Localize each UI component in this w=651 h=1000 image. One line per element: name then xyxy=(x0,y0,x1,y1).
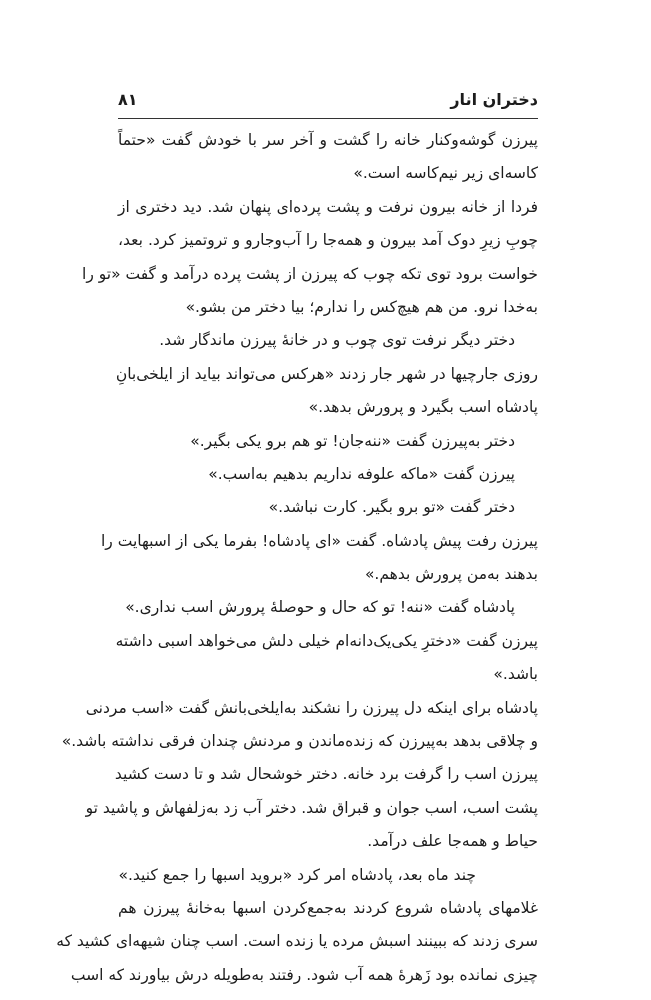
text-line: غلامهای پادشاه شروع کردند به‌جمع‌کردن اسبها به‌خانهٔ پیرزن هم xyxy=(118,898,538,917)
text-line: پیرزن گوشه‌وکنار خانه را گشت و آخر سر با خودش گفت «حتماً xyxy=(118,131,538,149)
text-line: روزی جارچیها در شهر جار زدند «هرکس می‌تواند بیاید از ایلخی‌بانِ xyxy=(115,364,538,383)
text-line: سری زدند که ببینند اسبش مرده یا زنده است. اسب چنان شیهه‌ای کشید که xyxy=(56,932,538,951)
text-line: چیزی نمانده بود زَهرهٔ همه آب شود. رفتند به‌طویله درش بیاورند که اسب xyxy=(70,965,538,984)
text-line: باشد.» xyxy=(493,665,538,684)
text-line: پادشاه برای اینکه دل پیرزن را نشکند به‌ایلخی‌بانش گفت «اسب مردنی xyxy=(85,698,538,717)
text-line: حیاط و همه‌جا علف درآمد. xyxy=(367,832,538,851)
text-line: پادشاه گفت «ننه! تو که حال و حوصلهٔ پرورش اسب نداری.» xyxy=(125,598,515,617)
text-line: دختر به‌پیرزن گفت «ننه‌جان! تو هم برو یکی بگیر.» xyxy=(190,431,515,450)
text-line: پیرزن رفت پیش پادشاه. گفت «ای پادشاه! بفرما یکی از اسبهایت را xyxy=(101,531,538,550)
book-title: دختران انار xyxy=(450,90,538,109)
text-line: پادشاه اسب بگیرد و پرورش بدهد.» xyxy=(308,398,538,417)
header-divider xyxy=(118,118,538,119)
text-line: کاسه‌ای زیر نیم‌کاسه است.» xyxy=(353,164,538,183)
text-line: پیرزن گفت «دخترِ یکی‌یک‌دانه‌ام خیلی دلش می‌خواهد اسبی داشته xyxy=(115,631,538,650)
text-line: چند ماه بعد، پادشاه امر کرد «بروید اسبها را جمع کنید.» xyxy=(118,865,476,884)
text-line: و چلاقی بدهد به‌پیرزن که زنده‌ماندن و مردنش چندان فرقی نداشته باشد.» xyxy=(61,732,538,751)
text-line: چوبِ زیرِ دوک آمد بیرون و همه‌جا را آب‌وجارو و تروتمیز کرد. بعد، xyxy=(118,231,538,250)
text-line: خواست برود توی تکه چوب که پیرزن از پشت پرده درآمد و گفت «تو را xyxy=(82,264,538,283)
text-line: پیرزن گفت «ماکه علوفه نداریم بدهیم به‌اسب.» xyxy=(208,464,515,483)
text-line: فردا از خانه بیرون نرفت و پشت پرده‌ای پنهان شد. دید دختری از xyxy=(118,197,538,216)
page-header xyxy=(118,88,538,118)
text-line: دختر دیگر نرفت توی چوب و در خانهٔ پیرزن ماندگار شد. xyxy=(159,331,515,350)
text-line: بدهند به‌من پرورش بدهم.» xyxy=(364,565,538,584)
text-line: پشت اسب، اسب جوان و قبراق شد. دختر آب زد به‌زلفهاش و پاشید تو xyxy=(85,798,538,817)
page-number: ۸۱ xyxy=(118,90,138,109)
text-line: به‌خدا نرو. من هم هیچ‌کس را ندارم؛ بیا دختر من بشو.» xyxy=(185,297,538,316)
text-line: دختر گفت «تو برو بگیر. کارت نباشد.» xyxy=(268,498,515,517)
text-line: پیرزن اسب را گرفت برد خانه. دختر خوشحال شد و تا دست کشید xyxy=(114,765,538,784)
body-text xyxy=(56,124,538,992)
